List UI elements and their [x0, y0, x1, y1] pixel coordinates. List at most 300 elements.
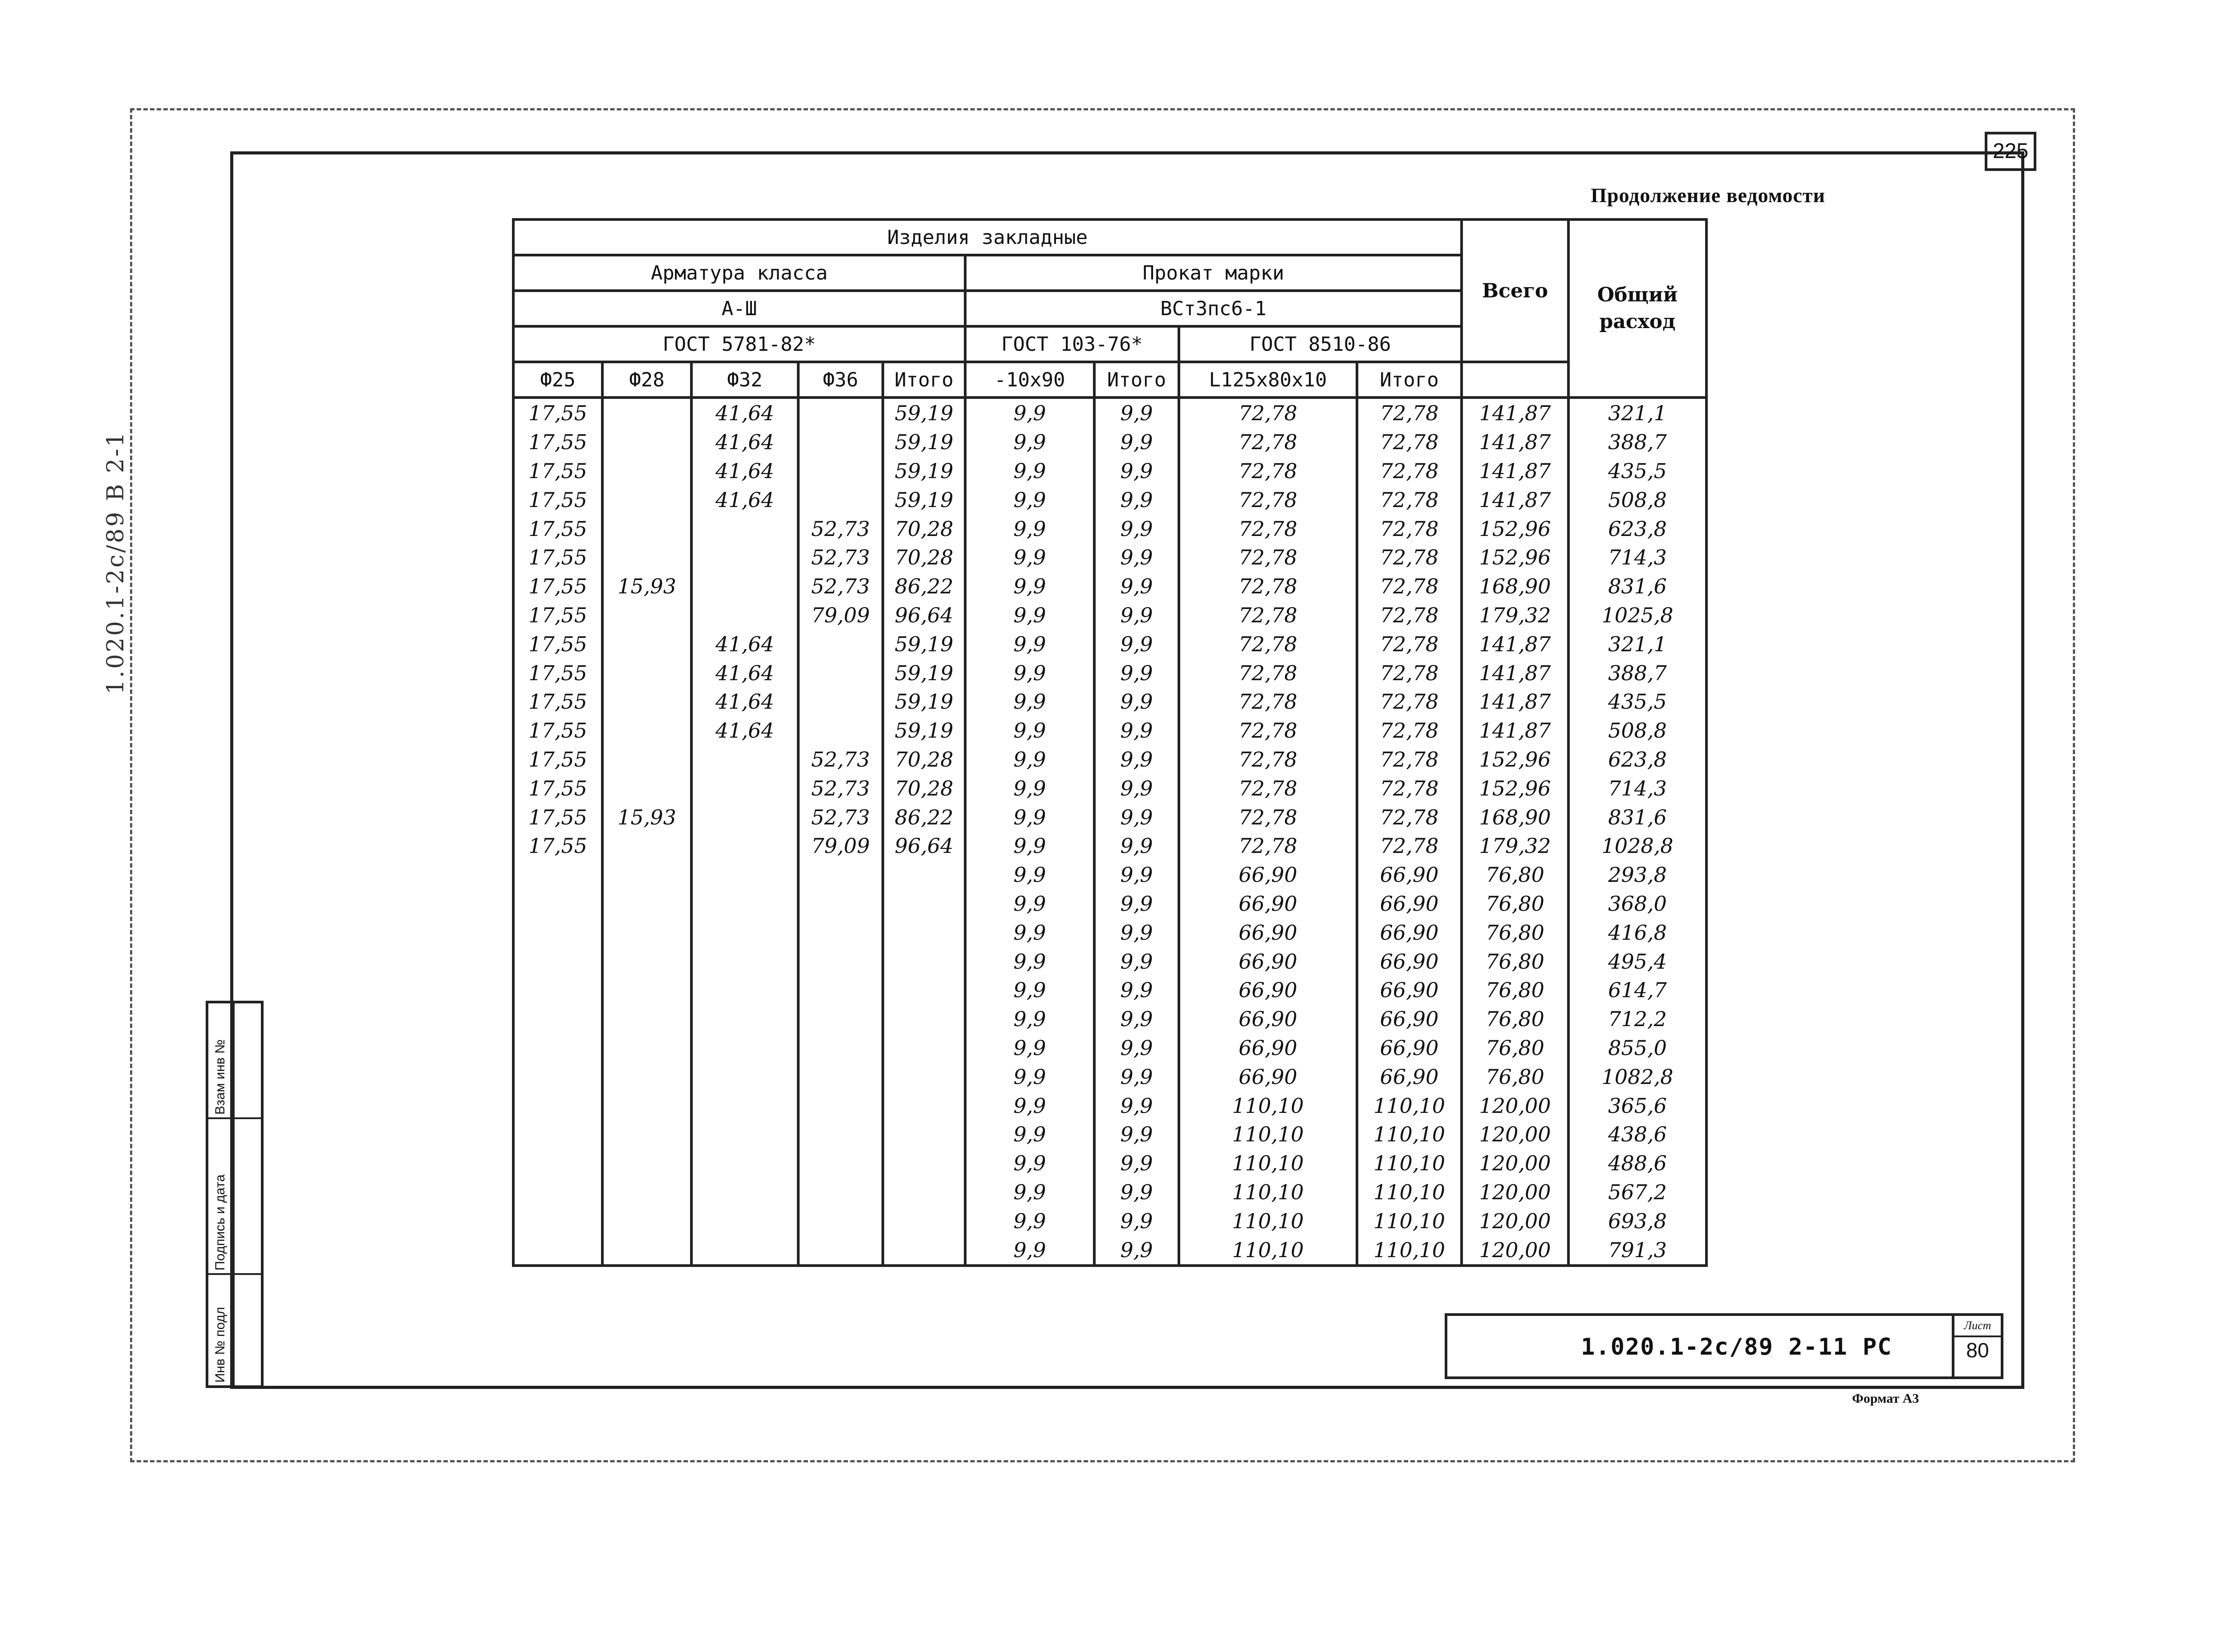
table-cell: 52,73 [798, 774, 883, 803]
table-cell: 110,10 [1357, 1091, 1462, 1120]
table-cell: 9,9 [965, 918, 1094, 947]
table-cell [691, 1178, 798, 1207]
table-cell [602, 1149, 691, 1178]
table-cell: 9,9 [1094, 1120, 1179, 1149]
table-cell [798, 947, 883, 976]
table-cell [798, 629, 883, 658]
table-cell [798, 658, 883, 687]
table-cell: 9,9 [965, 947, 1094, 976]
table-cell: 416,8 [1568, 918, 1706, 947]
table-cell: 120,00 [1462, 1091, 1568, 1120]
header-prokat-gost2: ГОСТ 8510-86 [1179, 326, 1462, 362]
table-cell: 9,9 [965, 514, 1094, 543]
table-cell: 72,78 [1357, 428, 1462, 457]
table-cell: 76,80 [1462, 1034, 1568, 1063]
table-cell: 70,28 [883, 745, 965, 774]
table-cell: 9,9 [965, 1149, 1094, 1178]
table-cell [883, 1235, 965, 1266]
table-cell: 72,78 [1357, 716, 1462, 745]
table-cell: 9,9 [965, 658, 1094, 687]
table-cell: 79,09 [798, 601, 883, 630]
table-cell: 141,87 [1462, 428, 1568, 457]
table-cell [602, 687, 691, 716]
table-cell [691, 832, 798, 861]
header-armatura-class: Арматура класса [513, 255, 965, 291]
table-cell: 508,8 [1568, 716, 1706, 745]
table-cell: 614,7 [1568, 976, 1706, 1005]
stamp-label-inv: Инв № подл [213, 1307, 227, 1383]
table-cell [513, 1091, 602, 1120]
col-header: -10х90 [965, 362, 1094, 398]
table-cell: 141,87 [1462, 658, 1568, 687]
table-cell [513, 1178, 602, 1207]
table-row [513, 1005, 1706, 1034]
table-cell: 72,78 [1357, 832, 1462, 861]
table-cell: 59,19 [883, 716, 965, 745]
table-cell [602, 774, 691, 803]
table-cell [883, 1005, 965, 1034]
table-cell: 72,78 [1179, 745, 1357, 774]
table-cell: 17,55 [513, 774, 602, 803]
table-cell: 66,90 [1179, 889, 1357, 918]
table-cell: 831,6 [1568, 572, 1706, 601]
table-cell: 76,80 [1462, 1062, 1568, 1091]
table-cell: 76,80 [1462, 947, 1568, 976]
table-row [513, 1178, 1706, 1207]
table-cell: 72,78 [1357, 514, 1462, 543]
sheet-label: Лист [1954, 1316, 2001, 1337]
table-cell [883, 1091, 965, 1120]
table-cell: 96,64 [883, 832, 965, 861]
table-cell [602, 428, 691, 457]
table-cell: 9,9 [965, 398, 1094, 428]
header-group: Изделия закладные [513, 219, 1462, 255]
table-cell [513, 1149, 602, 1178]
table-cell: 52,73 [798, 745, 883, 774]
table-cell: 52,73 [798, 543, 883, 572]
table-cell: 9,9 [1094, 1149, 1179, 1178]
table-cell: 66,90 [1179, 1062, 1357, 1091]
table-cell: 17,55 [513, 629, 602, 658]
table-cell: 110,10 [1357, 1235, 1462, 1266]
table-cell [602, 1034, 691, 1063]
table-cell: 9,9 [965, 1206, 1094, 1235]
table-cell: 9,9 [965, 1235, 1094, 1266]
table-cell: 59,19 [883, 629, 965, 658]
table-cell [602, 832, 691, 861]
table-cell: 110,10 [1179, 1206, 1357, 1235]
table-cell [798, 1091, 883, 1120]
table-cell: 59,19 [883, 485, 965, 514]
table-cell: 9,9 [1094, 1091, 1179, 1120]
table-cell: 9,9 [1094, 543, 1179, 572]
table-cell: 110,10 [1357, 1120, 1462, 1149]
table-cell: 41,64 [691, 398, 798, 428]
table-cell: 72,78 [1179, 658, 1357, 687]
table-cell: 41,64 [691, 485, 798, 514]
table-cell: 365,6 [1568, 1091, 1706, 1120]
table-cell: 9,9 [965, 687, 1094, 716]
table-cell: 855,0 [1568, 1034, 1706, 1063]
table-cell: 72,78 [1357, 572, 1462, 601]
col-header: Итого [883, 362, 965, 398]
table-cell: 9,9 [965, 543, 1094, 572]
stamp-label-vzam: Взам инв № [213, 1039, 227, 1115]
sheet-number: 225 [1985, 132, 2036, 171]
table-cell: 72,78 [1357, 745, 1462, 774]
table-cell: 9,9 [965, 572, 1094, 601]
table-cell: 179,32 [1462, 832, 1568, 861]
table-cell: 9,9 [1094, 658, 1179, 687]
table-cell [691, 1062, 798, 1091]
table-cell: 1025,8 [1568, 601, 1706, 630]
table-cell [602, 658, 691, 687]
table-cell: 66,90 [1357, 918, 1462, 947]
table-cell: 9,9 [965, 1062, 1094, 1091]
table-cell: 17,55 [513, 601, 602, 630]
table-cell: 9,9 [1094, 457, 1179, 486]
table-row [513, 745, 1706, 774]
table-cell [798, 1178, 883, 1207]
table-cell: 76,80 [1462, 861, 1568, 889]
table-cell: 9,9 [965, 889, 1094, 918]
table-cell: 9,9 [1094, 832, 1179, 861]
table-cell [883, 1149, 965, 1178]
table-cell: 76,80 [1462, 1005, 1568, 1034]
header-obshiy-1: Общий [1597, 284, 1678, 306]
stamp-cell-podpis [208, 1119, 261, 1275]
table-row [513, 543, 1706, 572]
table-cell [602, 947, 691, 976]
table-cell: 72,78 [1357, 658, 1462, 687]
table-cell [798, 457, 883, 486]
table-cell [691, 774, 798, 803]
table-cell: 110,10 [1179, 1178, 1357, 1207]
table-cell: 59,19 [883, 398, 965, 428]
table-cell: 17,55 [513, 572, 602, 601]
table-cell: 72,78 [1179, 601, 1357, 630]
table-cell [798, 398, 883, 428]
table-cell: 9,9 [1094, 1178, 1179, 1207]
table-cell [798, 716, 883, 745]
table-cell: 110,10 [1179, 1235, 1357, 1266]
table-cell: 41,64 [691, 687, 798, 716]
table-cell: 9,9 [1094, 629, 1179, 658]
table-cell: 86,22 [883, 572, 965, 601]
table-row [513, 398, 1706, 428]
table-cell: 52,73 [798, 514, 883, 543]
table-cell: 66,90 [1179, 918, 1357, 947]
table-cell: 17,55 [513, 398, 602, 428]
table-cell [602, 485, 691, 514]
table-cell [513, 976, 602, 1005]
stamp-cell-vzam [208, 1003, 261, 1119]
table-cell: 388,7 [1568, 428, 1706, 457]
table-cell [798, 889, 883, 918]
table-cell [691, 803, 798, 832]
table-cell [691, 1005, 798, 1034]
table-cell [798, 918, 883, 947]
table-cell: 714,3 [1568, 774, 1706, 803]
table-cell: 79,09 [798, 832, 883, 861]
table-cell: 9,9 [965, 428, 1094, 457]
table-cell: 72,78 [1179, 514, 1357, 543]
table-cell: 66,90 [1357, 976, 1462, 1005]
table-cell [513, 1005, 602, 1034]
table-cell: 321,1 [1568, 398, 1706, 428]
table-row [513, 629, 1706, 658]
table-cell [798, 1062, 883, 1091]
table-cell: 435,5 [1568, 457, 1706, 486]
table-cell: 66,90 [1357, 1062, 1462, 1091]
table-cell [602, 1091, 691, 1120]
table-cell: 9,9 [965, 832, 1094, 861]
table-cell: 495,4 [1568, 947, 1706, 976]
table-cell: 66,90 [1357, 947, 1462, 976]
table-cell: 110,10 [1179, 1149, 1357, 1178]
table-cell: 72,78 [1357, 687, 1462, 716]
table-cell: 9,9 [1094, 1034, 1179, 1063]
table-cell: 41,64 [691, 658, 798, 687]
table-cell: 9,9 [1094, 601, 1179, 630]
table-row [513, 1235, 1706, 1266]
table-cell: 110,10 [1357, 1206, 1462, 1235]
stamp-cell-inv [208, 1275, 261, 1385]
header-armatura-gost: ГОСТ 5781-82* [513, 326, 965, 362]
table-cell [798, 1149, 883, 1178]
table-cell: 52,73 [798, 572, 883, 601]
table-cell [513, 889, 602, 918]
table-cell [602, 716, 691, 745]
col-header: Ф25 [513, 362, 602, 398]
table-cell [513, 1120, 602, 1149]
table-cell: 9,9 [1094, 398, 1179, 428]
table-cell: 168,90 [1462, 803, 1568, 832]
table-cell [602, 398, 691, 428]
table-cell: 120,00 [1462, 1235, 1568, 1266]
table-cell: 435,5 [1568, 687, 1706, 716]
table-cell: 72,78 [1179, 428, 1357, 457]
table-cell: 66,90 [1179, 947, 1357, 976]
table-cell: 623,8 [1568, 514, 1706, 543]
header-prokat-gost1: ГОСТ 103-76* [965, 326, 1179, 362]
stamp-label-podpis: Подпись и дата [213, 1174, 227, 1270]
table-cell [602, 1120, 691, 1149]
table-cell [602, 514, 691, 543]
table-cell: 152,96 [1462, 774, 1568, 803]
table-cell [602, 1178, 691, 1207]
table-cell: 9,9 [965, 745, 1094, 774]
col-header-vsego-blank [1462, 362, 1568, 398]
table-row [513, 918, 1706, 947]
table-cell [602, 1005, 691, 1034]
table-cell: 86,22 [883, 803, 965, 832]
table-cell [883, 1120, 965, 1149]
table-cell [798, 976, 883, 1005]
table-cell [513, 1206, 602, 1235]
table-cell: 141,87 [1462, 716, 1568, 745]
table-cell [883, 1178, 965, 1207]
table-cell: 41,64 [691, 716, 798, 745]
table-cell [798, 1206, 883, 1235]
table-cell: 9,9 [965, 485, 1094, 514]
table-cell: 17,55 [513, 745, 602, 774]
table-cell [513, 1235, 602, 1266]
table-cell: 66,90 [1357, 889, 1462, 918]
table-cell [602, 889, 691, 918]
table-cell: 567,2 [1568, 1178, 1706, 1207]
table-cell: 9,9 [1094, 1206, 1179, 1235]
table-cell: 76,80 [1462, 918, 1568, 947]
table-cell: 72,78 [1357, 774, 1462, 803]
table-cell [691, 1206, 798, 1235]
table-cell: 72,78 [1357, 601, 1462, 630]
table-row [513, 832, 1706, 861]
table-cell: 70,28 [883, 514, 965, 543]
table-cell: 9,9 [965, 629, 1094, 658]
table-cell [602, 745, 691, 774]
table-cell [883, 861, 965, 889]
table-cell: 110,10 [1179, 1091, 1357, 1120]
table-cell [602, 543, 691, 572]
table-cell: 72,78 [1179, 457, 1357, 486]
left-stamp [206, 1001, 264, 1388]
table-cell: 9,9 [1094, 514, 1179, 543]
header-prokat-grade: ВСт3пс6-1 [965, 291, 1462, 326]
table-cell: 9,9 [965, 601, 1094, 630]
table-cell [691, 543, 798, 572]
table-cell: 70,28 [883, 774, 965, 803]
table-cell: 66,90 [1357, 1034, 1462, 1063]
table-cell [602, 629, 691, 658]
table-cell: 120,00 [1462, 1120, 1568, 1149]
table-cell: 17,55 [513, 658, 602, 687]
table-cell [798, 485, 883, 514]
table-cell: 791,3 [1568, 1235, 1706, 1266]
table-row [513, 687, 1706, 716]
table-cell: 141,87 [1462, 457, 1568, 486]
table-cell: 72,78 [1179, 716, 1357, 745]
table-cell: 9,9 [965, 1005, 1094, 1034]
table-cell [691, 947, 798, 976]
table-cell: 72,78 [1357, 457, 1462, 486]
table-row [513, 947, 1706, 976]
table-cell: 9,9 [1094, 976, 1179, 1005]
table-cell: 41,64 [691, 428, 798, 457]
table-cell: 72,78 [1357, 398, 1462, 428]
table-cell: 72,78 [1357, 629, 1462, 658]
table-cell: 9,9 [965, 1120, 1094, 1149]
table-body [513, 398, 1706, 1266]
table-cell [691, 745, 798, 774]
table-cell: 72,78 [1179, 543, 1357, 572]
table-cell: 59,19 [883, 658, 965, 687]
table-cell: 17,55 [513, 457, 602, 486]
table-cell [691, 514, 798, 543]
table-cell: 321,1 [1568, 629, 1706, 658]
table-cell [883, 1034, 965, 1063]
table-cell [691, 976, 798, 1005]
table-cell: 9,9 [1094, 1062, 1179, 1091]
table-cell: 17,55 [513, 716, 602, 745]
table-cell: 59,19 [883, 428, 965, 457]
table-cell: 9,9 [965, 861, 1094, 889]
col-header: Ф36 [798, 362, 883, 398]
table-cell [513, 861, 602, 889]
table-cell: 1082,8 [1568, 1062, 1706, 1091]
table-cell: 120,00 [1462, 1206, 1568, 1235]
table-cell [602, 1235, 691, 1266]
table-cell: 368,0 [1568, 889, 1706, 918]
table-cell: 17,55 [513, 485, 602, 514]
table-cell: 9,9 [1094, 803, 1179, 832]
table-row [513, 774, 1706, 803]
table-cell: 9,9 [965, 803, 1094, 832]
table-cell: 59,19 [883, 687, 965, 716]
table-cell: 66,90 [1179, 1034, 1357, 1063]
table-cell: 168,90 [1462, 572, 1568, 601]
side-document-code: 1.020.1-2с/89 В 2-1 [102, 430, 129, 694]
table-cell: 141,87 [1462, 687, 1568, 716]
table-cell: 120,00 [1462, 1178, 1568, 1207]
header-obshiy-2: расход [1599, 310, 1676, 333]
sheet-box [1952, 1316, 2001, 1376]
table-row [513, 861, 1706, 889]
table-cell: 41,64 [691, 629, 798, 658]
title-block [1445, 1313, 2003, 1379]
table-row [513, 889, 1706, 918]
table-cell [798, 428, 883, 457]
table-cell: 59,19 [883, 457, 965, 486]
table-cell: 179,32 [1462, 601, 1568, 630]
table-cell: 141,87 [1462, 485, 1568, 514]
table-cell: 1028,8 [1568, 832, 1706, 861]
table-cell: 66,90 [1357, 1005, 1462, 1034]
table-cell: 72,78 [1179, 687, 1357, 716]
table-row [513, 976, 1706, 1005]
table-cell [883, 947, 965, 976]
table-cell: 96,64 [883, 601, 965, 630]
table-cell: 66,90 [1179, 861, 1357, 889]
table-row [513, 485, 1706, 514]
table-cell: 152,96 [1462, 745, 1568, 774]
table-row [513, 572, 1706, 601]
table-cell: 41,64 [691, 457, 798, 486]
table-cell [513, 918, 602, 947]
table-cell [602, 1206, 691, 1235]
table-cell [691, 1120, 798, 1149]
table-cell [883, 1062, 965, 1091]
table-cell: 152,96 [1462, 514, 1568, 543]
sheet-value: 80 [1966, 1339, 1989, 1362]
table-cell: 9,9 [965, 774, 1094, 803]
table-cell: 17,55 [513, 803, 602, 832]
table-cell [798, 1034, 883, 1063]
table-cell [691, 601, 798, 630]
table-cell [602, 918, 691, 947]
table-cell [691, 1091, 798, 1120]
table-cell: 72,78 [1357, 803, 1462, 832]
table-cell: 9,9 [1094, 918, 1179, 947]
table-cell: 152,96 [1462, 543, 1568, 572]
table-cell: 693,8 [1568, 1206, 1706, 1235]
table-cell: 9,9 [965, 457, 1094, 486]
document-code: 1.020.1-2с/89 2-11 РС [1581, 1334, 1893, 1360]
table-cell: 15,93 [602, 803, 691, 832]
table-cell: 9,9 [1094, 774, 1179, 803]
table-cell: 17,55 [513, 514, 602, 543]
table-cell [691, 889, 798, 918]
